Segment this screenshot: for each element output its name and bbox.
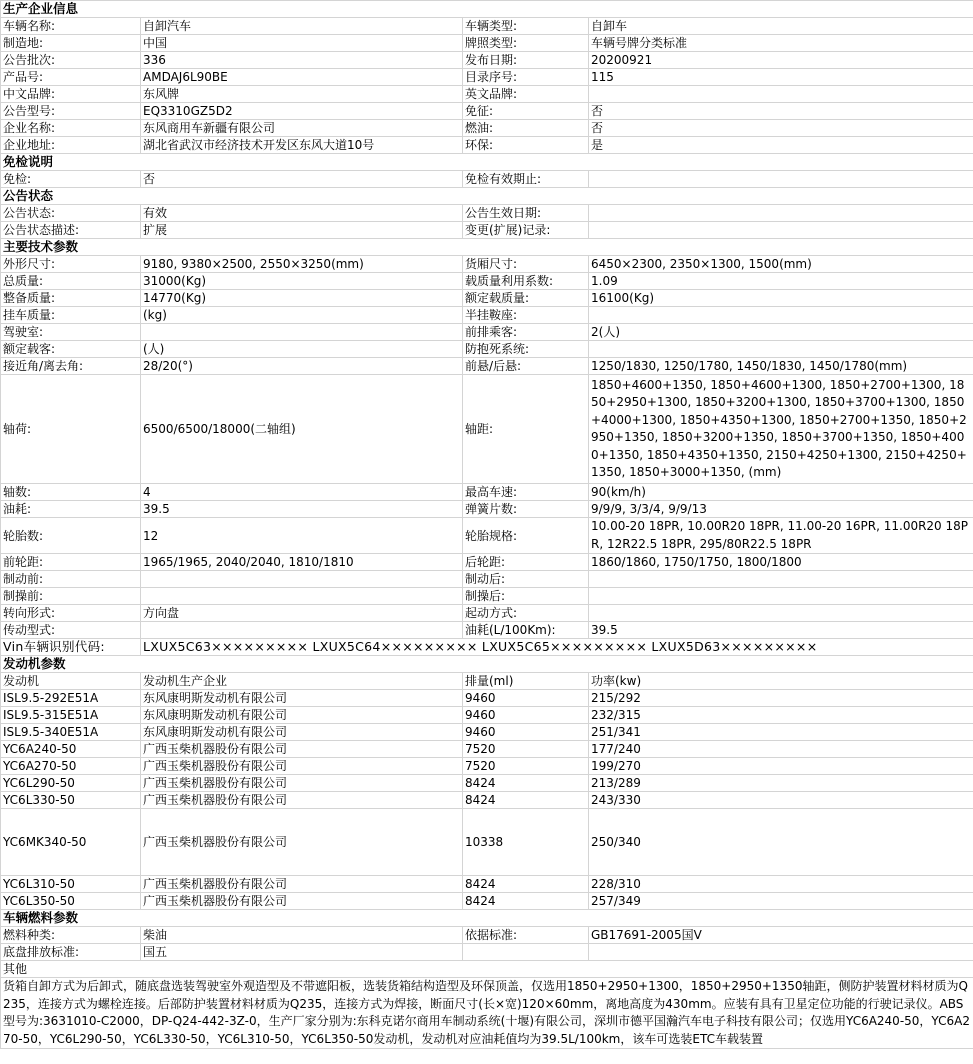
engine-power: 257/349	[589, 893, 973, 910]
status-desc-label: 公告状态描述:	[1, 222, 141, 239]
front-passengers-label: 前排乘客:	[463, 324, 589, 341]
engine-maker: 广西玉柴机器股份有限公司	[141, 741, 463, 758]
effective-date-value	[589, 205, 973, 222]
axle-load-label: 轴荷:	[1, 375, 141, 484]
trailer-mass-label: 挂车质量:	[1, 307, 141, 324]
engine-header-power: 功率(kw)	[589, 673, 973, 690]
curb-mass-label: 整备质量:	[1, 290, 141, 307]
engine-power: 228/310	[589, 876, 973, 893]
brake-front-value	[141, 571, 463, 588]
rated-passengers-label: 额定载客:	[1, 341, 141, 358]
eco-label: 环保:	[463, 137, 589, 154]
wheelbase-value: 1850+4600+1350, 1850+4600+1300, 1850+2700+1300, 1850+2950+1300, 1850+3200+1300, 1850+3700+1300, 1850+4000+1300, 1850+4350+1300, 1850+2700+1350, 1850+2950+1350, 1850+3200+1350, 1850+3700+1350, 1850+4000+1350, 1850+4350+1350, 2150+4250+1300, 2150+4250+1350, 1850+3000+1350, (mm)	[589, 375, 973, 484]
engine-row	[1, 690, 973, 707]
engine-power: 232/315	[589, 707, 973, 724]
fuel-flag-label: 燃油:	[463, 120, 589, 137]
exempt-valid-value	[589, 171, 973, 188]
engine-row	[1, 758, 973, 775]
gross-mass-value: 31000(Kg)	[141, 273, 463, 290]
front-track-value: 1965/1965, 2040/2040, 1810/1810	[141, 554, 463, 571]
empty-cell	[589, 944, 973, 961]
saddle-value	[589, 307, 973, 324]
fuel-consumption-value: 39.5	[141, 501, 463, 518]
engine-model: YC6MK340-50	[1, 809, 141, 876]
en-brand-label: 英文品牌:	[463, 86, 589, 103]
engine-header-maker: 发动机生产企业	[141, 673, 463, 690]
engine-row	[1, 893, 973, 910]
fuel-type-value: 柴油	[141, 927, 463, 944]
model-label: 公告型号:	[1, 103, 141, 120]
abs-label: 防抱死系统:	[463, 341, 589, 358]
fuel-standard-value: GB17691-2005国Ⅴ	[589, 927, 973, 944]
rated-load-value: 16100(Kg)	[589, 290, 973, 307]
engine-maker: 广西玉柴机器股份有限公司	[141, 758, 463, 775]
engine-model: ISL9.5-315E51A	[1, 707, 141, 724]
vehicle-type-value: 自卸车	[589, 18, 973, 35]
cab-value	[141, 324, 463, 341]
engine-model: YC6L350-50	[1, 893, 141, 910]
address-value: 湖北省武汉市经济技术开发区东风大道10号	[141, 137, 463, 154]
start-mode-value	[589, 605, 973, 622]
wheelbase-label: 轴距:	[463, 375, 589, 484]
engine-maker: 广西玉柴机器股份有限公司	[141, 876, 463, 893]
load-util-label: 载质量利用系数:	[463, 273, 589, 290]
plate-type-value: 车辆号牌分类标准	[589, 35, 973, 52]
springs-label: 弹簧片数:	[463, 501, 589, 518]
catalog-no-value: 115	[589, 69, 973, 86]
engine-maker: 广西玉柴机器股份有限公司	[141, 792, 463, 809]
dims-label: 外形尺寸:	[1, 256, 141, 273]
change-record-label: 变更(扩展)记录:	[463, 222, 589, 239]
cab-label: 驾驶室:	[1, 324, 141, 341]
engine-header-model: 发动机	[1, 673, 141, 690]
engine-power: 243/330	[589, 792, 973, 809]
engine-maker: 广西玉柴机器股份有限公司	[141, 775, 463, 792]
gross-mass-label: 总质量:	[1, 273, 141, 290]
approach-angle-value: 28/20(°)	[141, 358, 463, 375]
change-record-value	[589, 222, 973, 239]
rated-load-label: 额定载质量:	[463, 290, 589, 307]
fuel-flag-value: 否	[589, 120, 973, 137]
engine-row	[1, 741, 973, 758]
engine-maker: 东风康明斯发动机有限公司	[141, 707, 463, 724]
saddle-label: 半挂鞍座:	[463, 307, 589, 324]
section-fuel-title: 车辆燃料参数	[1, 910, 973, 927]
engine-displacement: 9460	[463, 707, 589, 724]
engine-row	[1, 809, 973, 876]
cn-brand-label: 中文品牌:	[1, 86, 141, 103]
vehicle-name-value: 自卸汽车	[141, 18, 463, 35]
engine-power: 215/292	[589, 690, 973, 707]
fuel-100km-label: 油耗(L/100Km):	[463, 622, 589, 639]
engine-displacement: 7520	[463, 758, 589, 775]
effective-date-label: 公告生效日期:	[463, 205, 589, 222]
catalog-no-label: 目录序号:	[463, 69, 589, 86]
trailer-mass-value: (kg)	[141, 307, 463, 324]
inspection-exempt-label: 免检:	[1, 171, 141, 188]
section-exemption-title: 免检说明	[1, 154, 973, 171]
tire-count-label: 轮胎数:	[1, 518, 141, 554]
fuel-type-label: 燃料种类:	[1, 927, 141, 944]
plate-type-label: 牌照类型:	[463, 35, 589, 52]
tire-count-value: 12	[141, 518, 463, 554]
abs-value	[589, 341, 973, 358]
engine-displacement: 9460	[463, 724, 589, 741]
origin-value: 中国	[141, 35, 463, 52]
engine-model: YC6L290-50	[1, 775, 141, 792]
status-label: 公告状态:	[1, 205, 141, 222]
ctrl-rear-label: 制操后:	[463, 588, 589, 605]
dims-value: 9180, 9380×2500, 2550×3250(mm)	[141, 256, 463, 273]
ctrl-rear-value	[589, 588, 973, 605]
drive-type-value	[141, 622, 463, 639]
engine-model: YC6L330-50	[1, 792, 141, 809]
overhang-label: 前悬/后悬:	[463, 358, 589, 375]
en-brand-value	[589, 86, 973, 103]
engine-displacement: 8424	[463, 876, 589, 893]
ctrl-front-label: 制操前:	[1, 588, 141, 605]
exempt-tax-label: 免征:	[463, 103, 589, 120]
status-value: 有效	[141, 205, 463, 222]
engine-displacement: 9460	[463, 690, 589, 707]
engine-displacement: 8424	[463, 893, 589, 910]
status-desc-value: 扩展	[141, 222, 463, 239]
cn-brand-value: 东风牌	[141, 86, 463, 103]
tire-spec-value: 10.00-20 18PR, 10.00R20 18PR, 11.00-20 16PR, 11.00R20 18PR, 12R22.5 18PR, 295/80R22.5 18PR	[589, 518, 973, 554]
engine-model: YC6A270-50	[1, 758, 141, 775]
origin-label: 制造地:	[1, 35, 141, 52]
release-date-value: 20200921	[589, 52, 973, 69]
axle-count-label: 轴数:	[1, 484, 141, 501]
engine-maker: 东风康明斯发动机有限公司	[141, 724, 463, 741]
release-date-label: 发布日期:	[463, 52, 589, 69]
engine-row	[1, 707, 973, 724]
eco-value: 是	[589, 137, 973, 154]
vin-value: LXUX5C63××××××××× LXUX5C64××××××××× LXUX5C65××××××××× LXUX5D63×××××××××	[141, 639, 973, 656]
emission-standard-value: 国五	[141, 944, 463, 961]
engine-row	[1, 876, 973, 893]
start-mode-label: 起动方式:	[463, 605, 589, 622]
brake-front-label: 制动前:	[1, 571, 141, 588]
section-company-title: 生产企业信息	[1, 1, 973, 18]
company-name-label: 企业名称:	[1, 120, 141, 137]
drive-type-label: 传动型式:	[1, 622, 141, 639]
rated-passengers-value: (人)	[141, 341, 463, 358]
other-notes: 货箱自卸方式为后卸式，随底盘选装驾驶室外观造型及不带遮阳板，选装货箱结构造型及环保顶盖，仅选用1850+2950+1300，1850+2950+1350轴距，侧防护装置材料材质为Q235，连接方式为螺栓连接。后部防护装置材料材质为Q235，连接方式为焊接，断面尺寸(长×宽)120×60mm，离地高度为430mm。应装有具有卫星定位功能的行驶记录仪。ABS型号为:3631010-C2000，DP-Q24-442-3Z-0，生产厂家分别为:东科克诺尔商用车制动系统(十堰)有限公司，深圳市德平国瀚汽车电子科技有限公司；仅选用YC6A240-50，YC6A270-50，YC6L290-50，YC6L330-50，YC6L310-50，YC6L350-50发动机，发动机对应油耗值均为39.5L/100km，该车可选装ETC车载装置	[1, 978, 973, 1049]
section-tech-title: 主要技术参数	[1, 239, 973, 256]
vehicle-name-label: 车辆名称:	[1, 18, 141, 35]
load-util-value: 1.09	[589, 273, 973, 290]
front-track-label: 前轮距:	[1, 554, 141, 571]
cargo-label: 货厢尺寸:	[463, 256, 589, 273]
overhang-value: 1250/1830, 1250/1780, 1450/1830, 1450/1780(mm)	[589, 358, 973, 375]
engine-maker: 东风康明斯发动机有限公司	[141, 690, 463, 707]
product-no-label: 产品号:	[1, 69, 141, 86]
engine-power: 199/270	[589, 758, 973, 775]
emission-standard-label: 底盘排放标准:	[1, 944, 141, 961]
max-speed-value: 90(km/h)	[589, 484, 973, 501]
section-engine-title: 发动机参数	[1, 656, 973, 673]
batch-label: 公告批次:	[1, 52, 141, 69]
fuel-100km-value: 39.5	[589, 622, 973, 639]
address-label: 企业地址:	[1, 137, 141, 154]
engine-row	[1, 775, 973, 792]
exempt-valid-label: 免检有效期止:	[463, 171, 589, 188]
curb-mass-value: 14770(Kg)	[141, 290, 463, 307]
product-no-value: AMDAJ6L90BE	[141, 69, 463, 86]
engine-displacement: 8424	[463, 792, 589, 809]
batch-value: 336	[141, 52, 463, 69]
engine-displacement: 10338	[463, 809, 589, 876]
front-passengers-value: 2(人)	[589, 324, 973, 341]
section-status-title: 公告状态	[1, 188, 973, 205]
section-other-title: 其他	[1, 961, 973, 978]
brake-rear-value	[589, 571, 973, 588]
engine-displacement: 8424	[463, 775, 589, 792]
steering-value: 方向盘	[141, 605, 463, 622]
engine-model: ISL9.5-292E51A	[1, 690, 141, 707]
vehicle-type-label: 车辆类型:	[463, 18, 589, 35]
engine-power: 177/240	[589, 741, 973, 758]
approach-angle-label: 接近角/离去角:	[1, 358, 141, 375]
tire-spec-label: 轮胎规格:	[463, 518, 589, 554]
ctrl-front-value	[141, 588, 463, 605]
engine-row	[1, 724, 973, 741]
engine-header-displacement: 排量(ml)	[463, 673, 589, 690]
exempt-tax-value: 否	[589, 103, 973, 120]
model-value: EQ3310GZ5D2	[141, 103, 463, 120]
engine-power: 251/341	[589, 724, 973, 741]
fuel-standard-label: 依据标准:	[463, 927, 589, 944]
engine-model: YC6A240-50	[1, 741, 141, 758]
brake-rear-label: 制动后:	[463, 571, 589, 588]
engine-maker: 广西玉柴机器股份有限公司	[141, 809, 463, 876]
axle-count-value: 4	[141, 484, 463, 501]
axle-load-value: 6500/6500/18000(二轴组)	[141, 375, 463, 484]
steering-label: 转向形式:	[1, 605, 141, 622]
engine-model: YC6L310-50	[1, 876, 141, 893]
engine-power: 250/340	[589, 809, 973, 876]
engine-displacement: 7520	[463, 741, 589, 758]
fuel-consumption-label: 油耗:	[1, 501, 141, 518]
rear-track-label: 后轮距:	[463, 554, 589, 571]
engine-row	[1, 792, 973, 809]
empty-cell	[463, 944, 589, 961]
springs-value: 9/9/9, 3/3/4, 9/9/13	[589, 501, 973, 518]
rear-track-value: 1860/1860, 1750/1750, 1800/1800	[589, 554, 973, 571]
engine-model: ISL9.5-340E51A	[1, 724, 141, 741]
engine-maker: 广西玉柴机器股份有限公司	[141, 893, 463, 910]
company-name-value: 东风商用车新疆有限公司	[141, 120, 463, 137]
engine-power: 213/289	[589, 775, 973, 792]
vin-label: Vin车辆识别代码:	[1, 639, 141, 656]
max-speed-label: 最高车速:	[463, 484, 589, 501]
cargo-value: 6450×2300, 2350×1300, 1500(mm)	[589, 256, 973, 273]
inspection-exempt-value: 否	[141, 171, 463, 188]
